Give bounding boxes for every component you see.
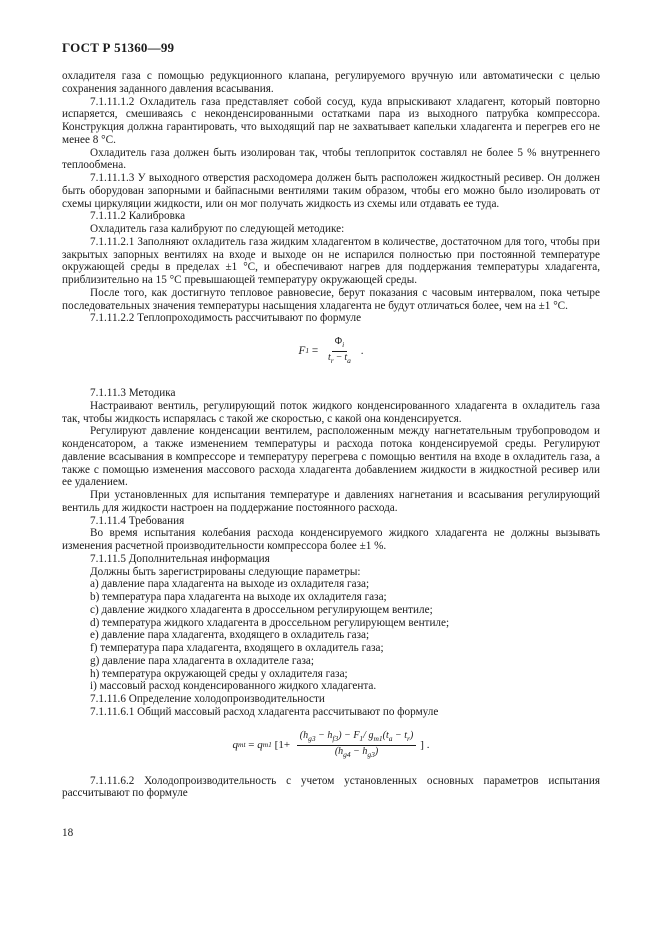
formula-mass-flow [62,723,600,769]
section-heading: 7.1.11.3 Методика [90,387,176,399]
list-item: e) давление пара хладагента, входящего в охладитель газа; [90,629,370,642]
paragraph: 7.1.11.6.1 Общий массовый расход хладагента рассчитывают по формуле [90,705,439,718]
paragraph: 7.1.11.6.2 Холодопроизводительность с учетом установленных основных параметров испытания рассчитывают по формуле [62,774,600,800]
formula-sub: m1 [262,740,272,750]
num-sub: 1 [359,734,364,743]
num-sub: m1 [373,734,383,743]
document-header: ГОСТ Р 51360—99 [62,40,175,55]
den-sub: g4 [343,750,351,759]
num-sub: g3 [308,734,316,743]
num-part: / g [363,730,374,741]
document-body [62,70,600,800]
page-number: 18 [62,827,74,839]
paragraph: Настраивают вентиль, регулирующий поток жидкого конденсированного хладагента в охладитель газа так, чтобы жидкость испарялась с такой же скоростью, с какой она конденсируется. [62,399,600,425]
den-sub: r [330,355,334,365]
formula-lhs: q [232,739,239,752]
formula-eq: = [309,344,322,357]
paragraph: Во время испытания колебания расхода конденсируемого жидкого хладагента не должны вызывать изменения расчетной производительности компрессора более ±1 %. [62,527,600,552]
formula-bracket-close: ] . [420,739,430,752]
num-part: ) [409,730,414,741]
paragraph: 7.1.11.1.3 У выходного отверстия расходомера должен быть расположен жидкостный ресивер. Он должен быть оборудован запорными и байпасными вентилями таким образом, чтобы его можно было изолировать от схемы циркуляции жидкости, или он мог получать жидкость из схемы или отдавать ее туда. [62,172,600,210]
fraction-numerator [332,336,347,352]
num-part: − t [392,730,408,741]
num-part: ) − F [338,730,360,741]
num-sub: r [407,734,410,743]
fraction-denominator [325,352,354,367]
numerator-sub: i [342,339,345,349]
formula-eq: = [245,739,258,752]
formula-sub: 1 [305,345,310,355]
paragraph: охладителя газа с помощью редукционного клапана, регулируемого вручную или автоматически с целью сохранения заданного давления всасывания. [62,70,600,95]
num-sub: a [388,734,393,743]
list-item: h) температура окружающей среды у охладителя газа; [90,667,348,680]
formula-heat-transfer [62,329,600,373]
num-part: (t [382,730,389,741]
formula-fraction [297,730,416,761]
list-item: a) давление пара хладагента на выходе из охладителя газа; [90,578,370,591]
list-item: b) температура пара хладагента на выходе их охладителя газа; [90,591,387,603]
paragraph: Охладитель газа должен быть изолирован так, чтобы теплоприток составлял не более 5 % внутреннего теплообмена. [62,146,600,172]
den-op: − [333,351,345,363]
list-item: g) давление пара хладагента в охладителе газа; [90,654,314,667]
list-item: d) температура жидкого хладагента в дроссельном регулирующем вентиле; [90,616,450,629]
num-part: (h [299,730,309,741]
fraction-denominator [332,746,381,761]
den-term: t [328,351,331,363]
formula-bracket-open: [1+ [271,739,293,752]
list-item: c) давление жидкого хладагента в дроссельном регулирующем вентиле; [90,603,433,616]
formula-term: q [257,739,263,752]
numerator-symbol: Φ [334,335,343,347]
list-item: f) температура пара хладагента, входящего в охладитель газа; [90,642,384,654]
paragraph: Регулируют давление конденсации вентилем, расположенным между нагнетательным трубопроводом и конденсатором, а также изменением температуры и расхода потока конденсируемой среды. Регулируют давление всасывания в компрессоре и температуру перегрева с помощью вентиля на входе в охладитель газа, а также с помощью изменения массового расхода хладагента добавлением жидкости в жидкостной ресивер или ее удалением. [62,425,600,489]
num-part: − h [315,730,333,741]
paragraph: 7.1.11.2.1 Заполняют охладитель газа жидким хладагентом в количестве, достаточном для того, чтобы при закрытых запорных вентилях на входе и выходе он не испарился полностью при постоянной температуре окружающей среды в пределах ±1 °С, и обеспечивают нагрев для поддержания температуры хладагента, приблизительно на 15 °С превышающей температуру окружающей среды. [62,235,600,286]
formula-fraction [325,336,354,367]
section-heading: 7.1.11.4 Требования [90,514,185,527]
paragraph: После того, как достигнуто тепловое равновесие, берут показания с часовым интервалом, пока четыре последовательных значения температуры насыщения хладагента не будут отличаться более, чем на ±1 °С. [62,286,600,312]
formula-tail: . [357,344,364,357]
section-heading: 7.1.11.2 Калибровка [90,210,186,223]
num-sub: f3 [332,734,339,743]
den-term: t [344,351,348,363]
den-part: (h [334,746,344,757]
formula-sub: mt [238,740,246,750]
list-item: i) массовый расход конденсированного жидкого хладагента. [90,680,377,693]
den-sub: a [347,355,351,365]
den-part: − h [350,746,368,757]
section-heading: 7.1.11.5 Дополнительная информация [90,552,270,565]
den-part: ) [374,746,379,757]
paragraph: При установленных для испытания температуре и давлениях нагнетания и всасывания регулирующий вентиль для жидкости настроен на поддержание постоянного расхода. [62,489,600,514]
den-sub: g3 [367,750,375,759]
formula-lhs: F [298,344,306,357]
paragraph: 7.1.11.1.2 Охладитель газа представляет собой сосуд, куда впрыскивают хладагент, который повторно испаряется, смешиваясь с неконденсированными остатками пара из выходного патрубка компрессора. Конструкция должна гарантировать, что выходящий пар не захватывает капельки хладагента и перегрев его не менее 8 °С. [62,95,600,146]
paragraph: Должны быть зарегистрированы следующие параметры: [90,565,361,578]
fraction-numerator [297,730,416,746]
paragraph: Охладитель газа калибруют по следующей методике: [90,223,345,235]
section-heading: 7.1.11.6 Определение холодопроизводительности [90,693,325,705]
paragraph: 7.1.11.2.2 Теплопроходимость рассчитывают по формуле [90,312,362,325]
